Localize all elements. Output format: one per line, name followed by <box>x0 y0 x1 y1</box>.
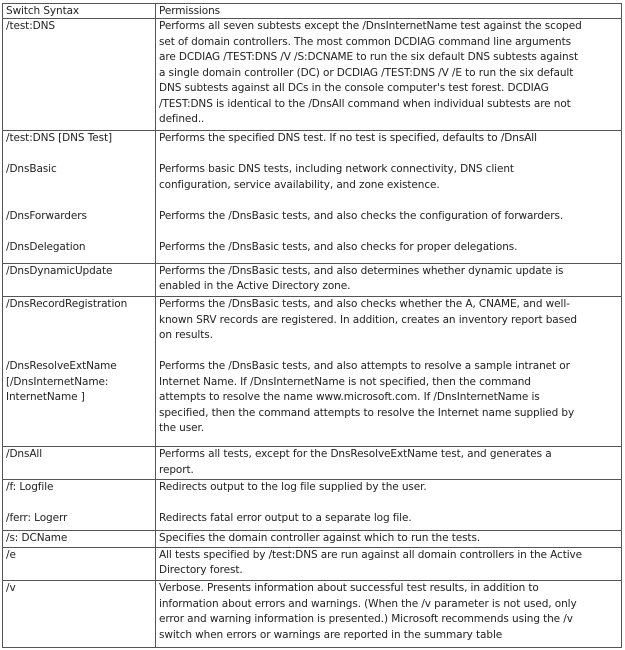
switch-cell <box>3 480 156 531</box>
table-row <box>3 547 622 580</box>
table-row <box>3 19 622 131</box>
sub-permission-text: Performs the /DnsBasic tests, and also checks the configuration of forwarders. <box>159 209 564 222</box>
permission-text: Performs the specified DNS test. If no test is specified, defaults to /DnsAll <box>159 132 537 145</box>
permission-text: Performs the /DnsBasic tests, and also checks whether the A, CNAME, and well- known SRV records are registered. In addition, creates an inventory report based on results. <box>159 298 577 342</box>
sub-switch-text: /DnsResolveExtName [/DnsInternetName: InternetName ] <box>6 360 117 404</box>
table-row <box>3 581 622 648</box>
table-row <box>3 263 622 296</box>
permission-text: All tests specified by /test:DNS are run against all domain controllers in the Active Directory forest. <box>159 548 583 577</box>
switch-cell <box>3 131 156 264</box>
switch-cell <box>3 19 156 131</box>
sub-switch-text: /ferr: Logerr <box>6 512 68 525</box>
permission-cell <box>156 581 622 648</box>
table-header-row <box>3 4 622 19</box>
switch-cell <box>3 447 156 480</box>
switch-permissions-table <box>2 3 622 648</box>
switch-text: /test:DNS <box>6 20 55 32</box>
table-row <box>3 447 622 480</box>
switch-cell <box>3 547 156 580</box>
permission-text: Specifies the domain controller against which to run the tests. <box>159 532 481 545</box>
permission-cell <box>156 547 622 580</box>
permission-text: Redirects output to the log file supplied by the user. <box>159 481 427 494</box>
table-row <box>3 531 622 548</box>
table-row <box>3 131 622 264</box>
permission-cell <box>156 531 622 548</box>
permission-cell <box>156 297 622 447</box>
switch-text: /DnsDynamicUpdate <box>6 264 113 277</box>
permission-cell <box>156 19 622 131</box>
column-header-switch-syntax: Switch Syntax <box>3 4 156 19</box>
permission-text: Performs the /DnsBasic tests, and also determines whether dynamic update is enabled in the Active Directory zone. <box>159 264 564 293</box>
permission-text: Verbose. Presents information about successful test results, in addition to information about errors and warnings. (When the /v parameter is not used, only error and warning information is presented.) Microsoft recommends using the /v switch when errors or warnings are reported in the summary table <box>159 582 577 641</box>
switch-cell <box>3 531 156 548</box>
switch-text: /v <box>6 582 16 595</box>
permission-cell <box>156 263 622 296</box>
permission-cell <box>156 480 622 531</box>
switch-cell <box>3 297 156 447</box>
sub-switch-text: /DnsBasic <box>6 163 57 176</box>
table-row <box>3 480 622 531</box>
switch-text: /e <box>6 548 16 561</box>
column-header-permissions: Permissions <box>156 4 622 19</box>
table-row <box>3 297 622 447</box>
sub-switch-text: /DnsForwarders <box>6 209 87 222</box>
switch-text: /test:DNS [DNS Test] <box>6 132 112 145</box>
sub-switch-text: /DnsDelegation <box>6 240 86 253</box>
switch-text: /s: DCName <box>6 532 68 545</box>
sub-permission-text: Performs the /DnsBasic tests, and also checks for proper delegations. <box>159 240 518 253</box>
switch-cell <box>3 263 156 296</box>
sub-permission-text: Performs basic DNS tests, including network connectivity, DNS client configuration, service availability, and zone existence. <box>159 163 514 191</box>
switch-text: /DnsAll <box>6 448 43 461</box>
permission-cell <box>156 131 622 264</box>
switch-cell <box>3 581 156 648</box>
permission-cell <box>156 447 622 480</box>
sub-permission-text: Performs the /DnsBasic tests, and also attempts to resolve a sample intranet or Internet Name. If /DnsInternetName is not specified, then the command attempts to resolve the name www.microsoft.com. If /DnsInternetName is specified, then the command attempts to resolve the Internet name supplied by the user. <box>159 360 575 435</box>
sub-permission-text: Redirects fatal error output to a separate log file. <box>159 512 412 525</box>
permission-text: Performs all seven subtests except the /DnsInternetName test against the scoped set of domain controllers. The most common DCDIAG command line arguments are DCDIAG /TEST:DNS /V /S:DCNAME to run the six default DNS subtests against a single domain controller (DC) or DCDIAG /TEST:DNS /V /E to run the six default DNS subtests against all DCs in the console computer's test forest. DCDIAG /TEST:DNS is identical to the /DnsAll command when individual subtests are not defined.. <box>159 20 582 125</box>
switch-text: /f: Logfile <box>6 481 54 494</box>
switch-text: /DnsRecordRegistration <box>6 298 128 311</box>
permission-text: Performs all tests, except for the DnsResolveExtName test, and generates a report. <box>159 448 552 476</box>
